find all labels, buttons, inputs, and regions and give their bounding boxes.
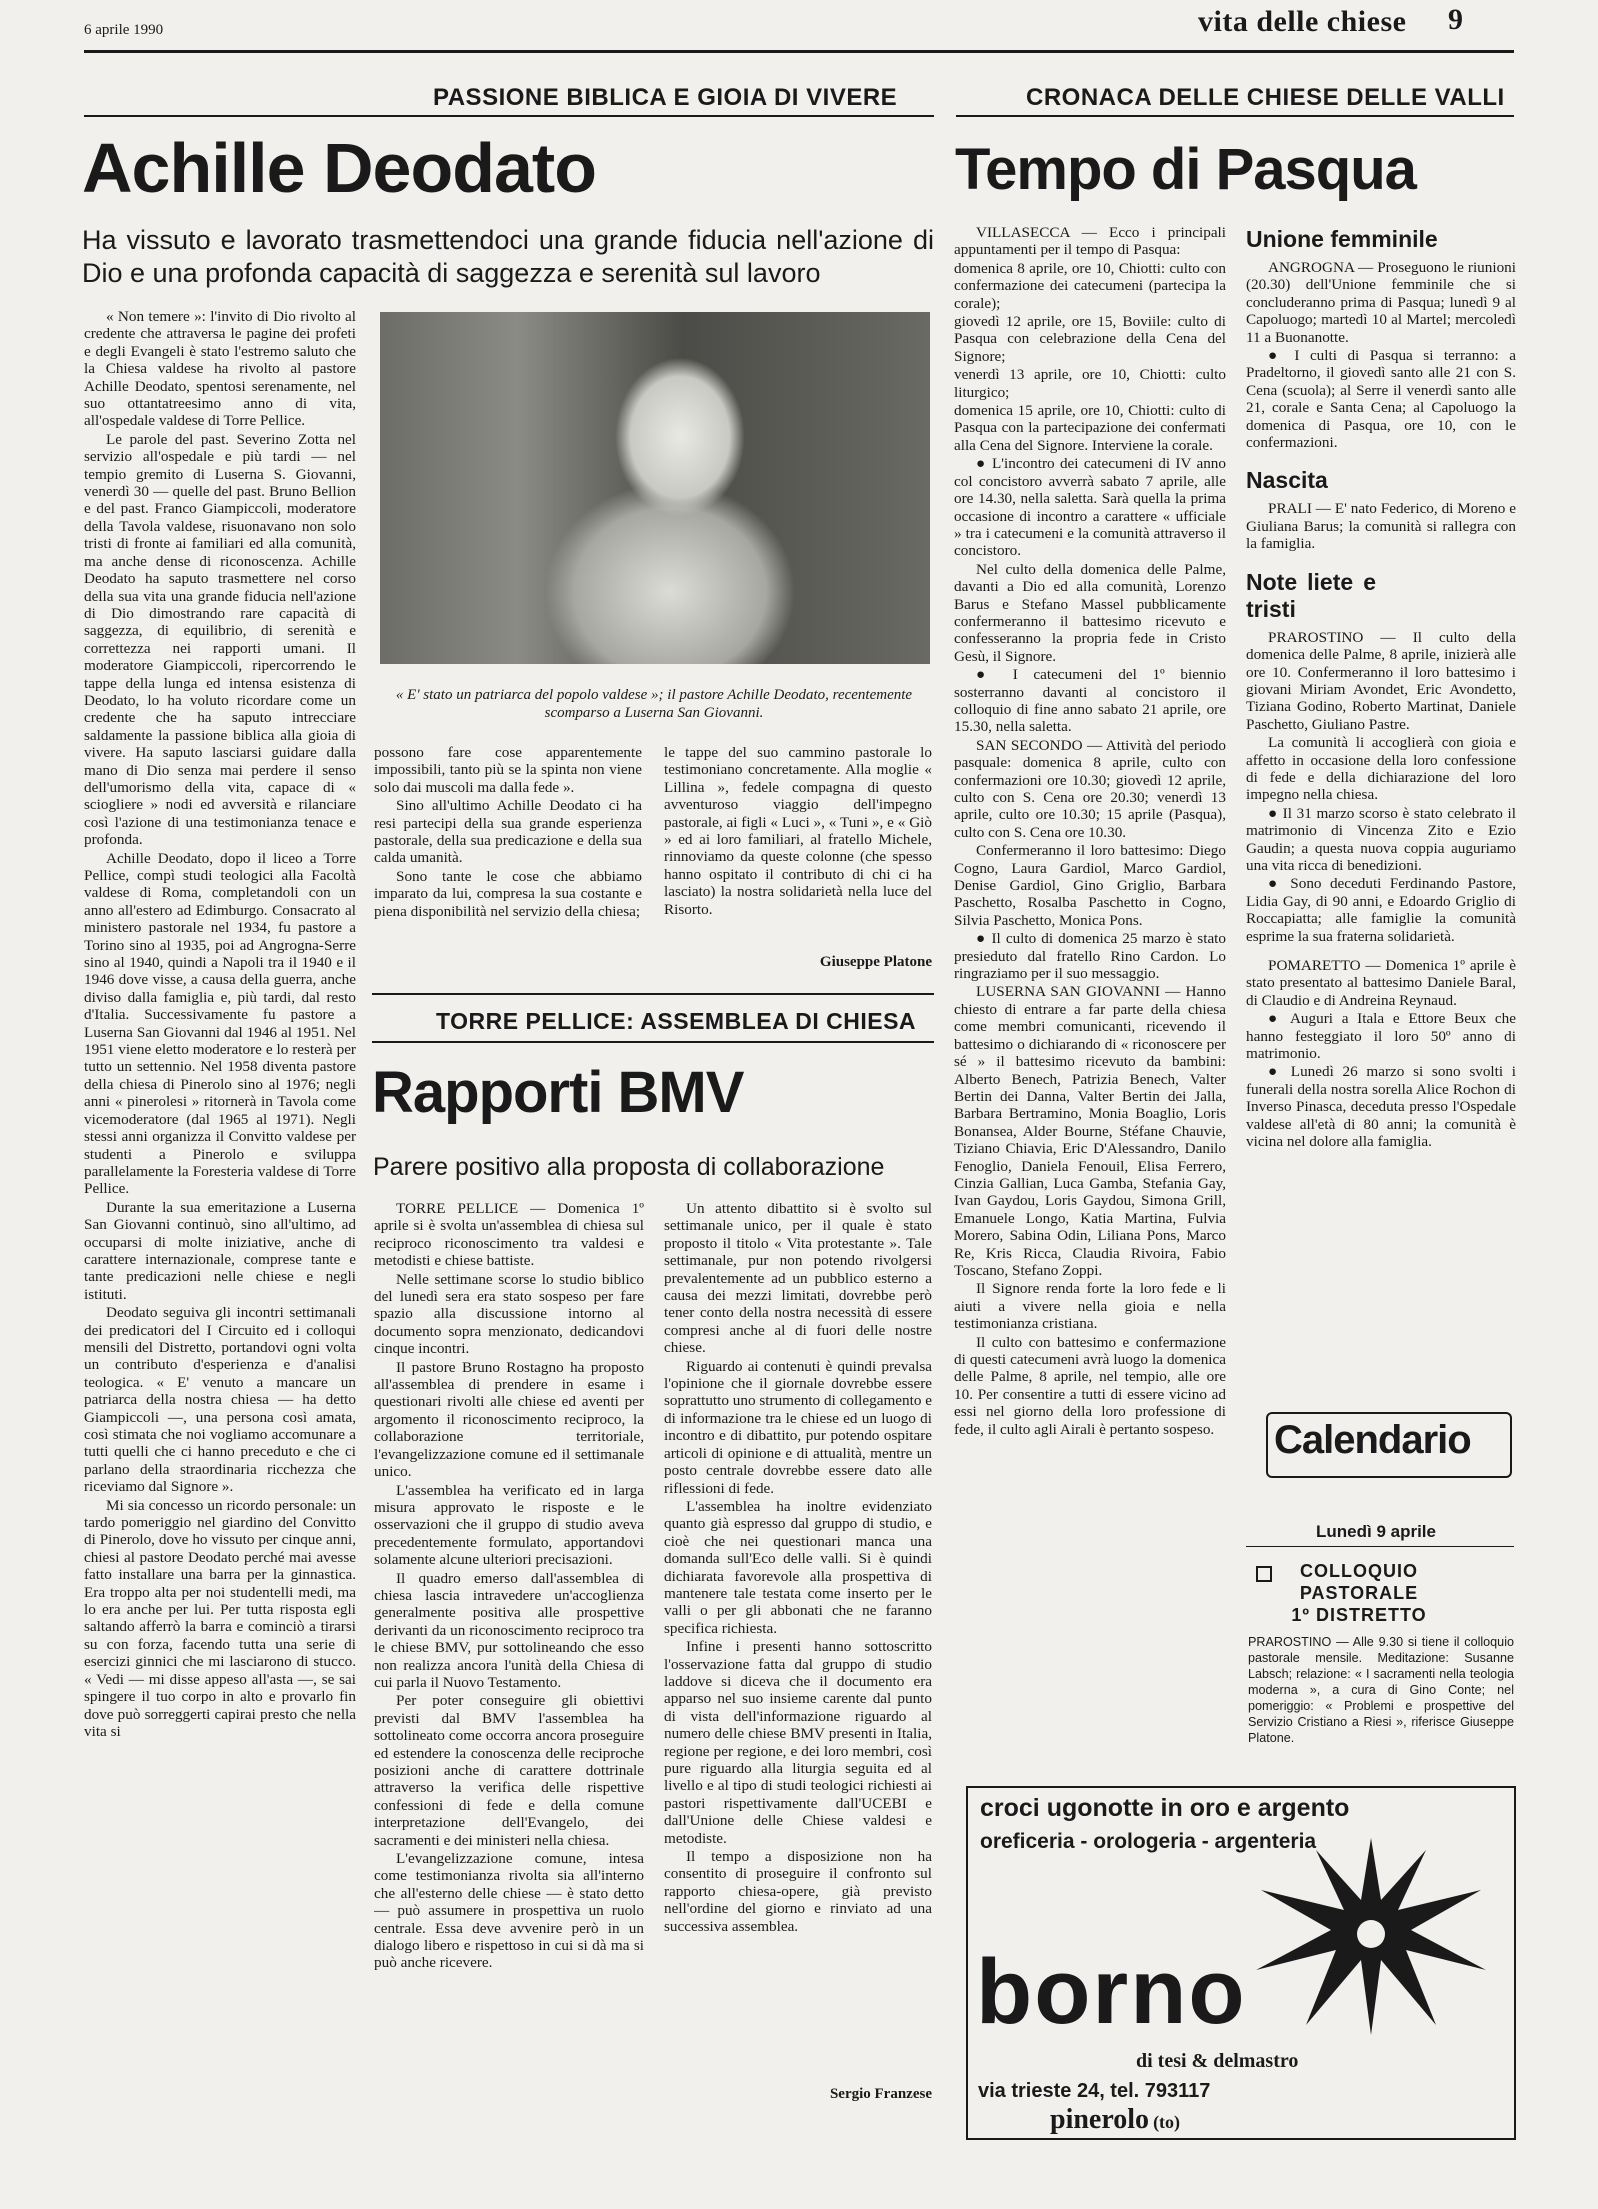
paragraph: Nel culto della domenica delle Palme, davanti a Dio ed alla comunità, Lorenzo Barus e Stefano Massel pubblicamente confermeranno il battesimo ricevuto e confesseranno la propria fede in Cristo Gesù, il Signore.: [954, 560, 1226, 665]
paragraph: Sono tante le cose che abbiamo imparato da lui, compresa la sua costante e piena disponibilità nel servizio della chiesa;: [374, 867, 642, 920]
paragraph: le tappe del suo cammino pastorale lo testimoniano concretamente. Alla moglie « Lillina », fedele compagna di questo avventuroso viaggio dell'impegno pastorale, ai figli « Luci », « Tuni », e « Giò » ed ai loro familiari, al fratello Michele, rinnoviamo da queste colonne (che spesso hanno ospitato il contributo di chi ci ha lasciato) la nostra solidarietà nella luce del Risorto.: [664, 744, 932, 918]
paragraph: L'assemblea ha verificato ed in larga misura approvato le risposte e le osservazioni che il gruppo di studio aveva precedentemente formulato, apportandovi solamente alcune ulteriori precisazioni.: [374, 1481, 644, 1569]
calendario-rule: [1246, 1546, 1514, 1547]
paragraph: venerdì 13 aprile, ore 10, Chiotti: culto liturgico;: [954, 366, 1226, 401]
huguenot-cross-icon: [1246, 1830, 1496, 2040]
deodato-photo: [380, 312, 930, 664]
paragraph: domenica 8 aprile, ore 10, Chiotti: culto con confermazione dei catecumeni (partecipa la corale);: [954, 259, 1226, 312]
paragraph: Riguardo ai contenuti è quindi prevalsa l'opinione che il giornale dovrebbe essere soprattutto uno strumento di collegamento e di informazione tra le chiese ed un luogo di incontro e di dibattito, pur potendo ospitare articoli di opinione e di attualità, mentre un posto centrale dovrebbe essere dato alle riflessioni di fede.: [664, 1357, 932, 1497]
paragraph: SAN SECONDO — Attività del periodo pasquale: domenica 8 aprile, culto con confermazioni ore 10.30; giovedì 12 aprile, culto con S. Cena ore 20.30; venerdì 13 aprile, culto ore 10.30; 15 aprile (Pasqua), culto con S. Cena ore 10.30.: [954, 736, 1226, 841]
section-heading: Unione femminile: [1246, 226, 1438, 252]
event-title-line: 1º DISTRETTO: [1291, 1605, 1427, 1625]
paragraph: Mi sia concesso un ricordo personale: un tardo pomeriggio nel giardino del Convitto di Pinerolo, dove ho vissuto per cinque anni, chiesi al pastore Deodato perché mai avesse fatto installare una barra per la ginnastica. Era troppo alta per noi studentelli medi, ma lo era anche per lui. Per tutta risposta egli saltando afferrò la barra e cominciò a tirarsi su con forza, facendo tutta una serie di esercizi ginnici che mi lasciarono di stucco. « Vedi — mi disse appeso all'asta —, se sai spingere il tuo corpo in alto e provarlo fin dove può sorreggerti capirai presto che nella vita si: [84, 1496, 356, 1740]
paragraph: ● L'incontro dei catecumeni di IV anno col concistoro avverrà sabato 7 aprile, alle ore 14.30, nella saletta. Sarà quella la prima occasione di incontro a carattere « ufficiale » tra i catecumeni e la comunità attraverso il concistoro.: [954, 455, 1226, 560]
advert-line2: oreficeria - orologeria - argenteria: [980, 1830, 1317, 1853]
bmv-col2: [664, 1200, 932, 2060]
event-title-line: PASTORALE: [1299, 1583, 1419, 1603]
paragraph: Deodato seguiva gli incontri settimanali dei predicatori del I Circuito ed i colloqui mensili del Distretto, portandovi ogni volta un contributo d'esperienza e d'analisi teologica. « E' venuto a mancare un patriarca della nostra chiesa — ha detto Giampiccoli —, una persona così amata, così stimata che noi vogliamo accomunare a tutti quelli che ci hanno preceduto e che ci parlano della straordinaria ricchezza che riceviamo dal Signore ».: [84, 1304, 356, 1496]
bmv-kicker-rule: [372, 1041, 934, 1043]
calendario-checkbox: [1256, 1566, 1272, 1582]
left-title: Achille Deodato: [82, 129, 596, 207]
bmv-signature: Sergio Franzese: [829, 2086, 932, 2102]
section-heading: Note liete e tristi: [1246, 568, 1376, 622]
bmv-top-rule: [372, 993, 934, 995]
paragraph: ● I culti di Pasqua si terranno: a Pradeltorno, il giovedì santo alle 21 con S. Cena (scuola); al Serre il venerdì santo alle 21, corale e Santa Cena; al Capoluogo la domenica di Pasqua, ore 10, con le confermazioni.: [1246, 347, 1516, 452]
paragraph: ● Sono deceduti Ferdinando Pastore, Lidia Gay, di 90 anni, e Edoardo Griglio di Roccapiatta; alle famiglie la comunità esprime la sua fraterna solidarietà.: [1246, 875, 1516, 945]
paragraph: Il Signore renda forte la loro fede e li aiuti a vivere nella gioia e nella testimonianza cristiana.: [954, 1280, 1226, 1333]
calendario-event-title: [1284, 1560, 1434, 1626]
right-kicker: CRONACA DELLE CHIESE DELLE VALLI: [1026, 84, 1505, 111]
calendario-date: Lunedì 9 aprile: [1316, 1522, 1436, 1541]
paragraph: Confermeranno il loro battesimo: Diego Cogno, Laura Gardiol, Marco Gardiol, Denise Gardiol, Gino Griglio, Barbara Paschetto, Rosalba Paschetto in Cogno, Silvia Paschetto, Monica Pons.: [954, 842, 1226, 929]
paragraph: Il pastore Bruno Rostagno ha proposto all'assemblea di prendere in esame i questionari rivolti alle chiese ed aventi per argomento il riconoscimento reciproco, la collaborazione territoriale, l'evangelizzazione comune ed il settimanale unico.: [374, 1358, 644, 1481]
paragraph: Achille Deodato, dopo il liceo a Torre Pellice, compì studi teologici alla Facoltà valdese di Roma, completandoli con un anno all'estero ad Edimburgo. Consacrato al ministero pastorale nel 1934, fu pastore a Torino sino al 1935, poi ad Angrogna-Serre sino al 1940, quindi a Napoli tra il 1940 e il 1946 dove visse, a causa della guerra, anche diviso dalla famiglia e, più tardi, dal resto d'Italia. Successivamente fu pastore a Luserna San Giovanni dal 1946 al 1951. Nel 1951 viene eletto moderatore e lo resterà per tutto un settennio. Nel 1958 diventa pastore della chiesa di Pinerolo sino al 1976; negli anni « pinerolesi » ritornerà in Tavola come vicemoderatore (dal 1965 al 1971). Negli stessi anni organizza il Convitto valdese per studenti a Pinerolo e sviluppa parallelamente la Foresteria valdese di Torre Pellice.: [84, 849, 356, 1198]
left-signature: Giuseppe Platone: [819, 954, 932, 970]
left-article-col1: [84, 308, 356, 2060]
paragraph: ● I catecumeni del 1º biennio sosterranno davanti al concistoro il colloquio di fine anno sabato 21 aprile, ore 15.30, nella saletta.: [954, 666, 1226, 736]
paragraph: L'evangelizzazione comune, intesa come testimonianza rivolta sia all'interno che all'esterno delle chiese — è stato detto — può assumere in prospettiva un ruolo centrale. Essa deve avvenire però in un dialogo libero e rispettoso in cui si dà ma si può anche ricevere.: [374, 1850, 644, 1972]
paragraph: Il quadro emerso dall'assemblea di chiesa lascia intravedere un'accoglienza generalmente positiva alle prospettive derivanti da un riconoscimento reciproco tra le chiese BMV, pur sottolineando che esso non realizza ancora l'unità della Chiesa di cui parla il Nuovo Testamento.: [374, 1569, 644, 1691]
paragraph: Il tempo a disposizione non ha consentito di proseguire il confronto sul rapporto chiesa-opere, già previsto nell'ordine del giorno e rinviato ad una successiva assemblea.: [664, 1848, 932, 1935]
paragraph: PRAROSTINO — Il culto della domenica delle Palme, 8 aprile, inizierà alle ore 10. Confermeranno il loro battesimo i giovani Miriam Avondet, Eric Avondetto, Tiziana Godino, Roberto Martinat, Daniele Paschetto, Giuliano Pastre.: [1246, 628, 1516, 733]
left-kicker: PASSIONE BIBLICA E GIOIA DI VIVERE: [433, 84, 898, 111]
right-col2: [1246, 226, 1516, 1406]
calendario-title: Calendario: [1274, 1418, 1471, 1462]
bmv-col1: [374, 1200, 644, 2066]
paragraph: Un attento dibattito si è svolto sul settimanale unico, per il quale è stato proposto il titolo « Vita protestante ». Tale settimanale, pur non potendo rivolgersi prevalentemente ad un pubblico esterno a causa dei mezzi limitati, dovrebbe però tener conto della nostra necessità di essere compresi anche al di fuori delle nostre chiese.: [664, 1200, 932, 1357]
left-article-col3: [664, 744, 932, 954]
paragraph: VILLASECCA — Ecco i principali appuntamenti per il tempo di Pasqua:: [954, 224, 1226, 259]
advert-address: via trieste 24, tel. 793117: [978, 2080, 1211, 2102]
bmv-subtitle: Parere positivo alla proposta di collaborazione: [373, 1153, 885, 1181]
paragraph: Infine i presenti hanno sottoscritto l'osservazione fatta dal gruppo di studio laddove si diceva che il documento era apparso nel suo insieme carente dal punto di vista dell'informazione riguardo al numero delle chiese BMV presenti in Italia, regione per regione, e dei loro membri, così pure riguardo alla liturgia seguita ed al livello e al tipo di studi teologici richiesti ai pastori rispettivamente dall'UCEBI e dall'Unione delle Chiese valdesi e metodiste.: [664, 1638, 932, 1847]
paragraph: ● Auguri a Itala e Ettore Beux che hanno festeggiato il loro 50º anno di matrimonio.: [1246, 1010, 1516, 1063]
paragraph: Il culto con battesimo e confermazione di questi catecumeni avrà luogo la domenica delle Palme, 8 aprile, nel tempio, alle ore 10. Per consentire a tutti di essere vicino ad essi nel giorno della loro professione di fede, il culto agli Airali è pertanto sospeso.: [954, 1333, 1226, 1438]
header-rule: [84, 50, 1514, 53]
paragraph: Durante la sua emeritazione a Luserna San Giovanni continuò, sino all'ultimo, ad occuparsi di molte iniziative, anche di carattere internazionale, comprese tante e tante predicazioni nelle chiese e negli istituti.: [84, 1198, 356, 1303]
paragraph: L'assemblea ha inoltre evidenziato quanto già espresso dal gruppo di studio, e cioè che nei questionari manca una domanda sull'Eco delle valli. Si è quindi dichiarata favorevole alla prospettiva di mantenere tale testata come inserto per le valli o per gli abbonati che ne faranno specifica richiesta.: [664, 1497, 932, 1637]
advert-brand: borno: [976, 1941, 1247, 2043]
left-article-col2: [374, 744, 642, 976]
left-kicker-rule: [84, 115, 934, 117]
right-kicker-rule: [956, 115, 1514, 117]
paragraph: ● Lunedì 26 marzo si sono svolti i funerali della nostra sorella Alice Rochon di Inverso Pinasca, deceduta presso l'Ospedale valdese all'età di 80 anni; la comunità è vicina nel dolore alla famiglia.: [1246, 1063, 1516, 1151]
advert-city-name: pinerolo: [1050, 2104, 1150, 2135]
page-date: 6 aprile 1990: [84, 22, 164, 38]
right-col1: [954, 224, 1226, 1772]
paragraph: ● Il culto di domenica 25 marzo è stato presieduto dal fratello Rino Cardon. Lo ringraziamo per il suo messaggio.: [954, 930, 1226, 983]
paragraph: La comunità li accoglierà con gioia e affetto in occasione della loro confessione di fede e della dichiarazione del loro impegno nella chiesa.: [1246, 734, 1516, 804]
paragraph: PRALI — E' nato Federico, di Moreno e Giuliana Barus; la comunità si rallegra con la famiglia.: [1246, 500, 1516, 553]
paragraph: ● Il 31 marzo scorso è stato celebrato il matrimonio di Vincenza Zito e Ezio Gaudin; a questa nuova coppia auguriamo una vita ricca di benedizioni.: [1246, 804, 1516, 874]
paragraph: « Non temere »: l'invito di Dio rivolto al credente che attraversa le pagine dei profeti e degli Evangeli è stato l'estremo saluto che la Chiesa valdese ha rivolto al pastore Achille Deodato, spentosi serenamente, nel suo ottantatreesimo anno di vita, all'ospedale valdese di Torre Pellice.: [84, 308, 356, 430]
calendario-event-text: PRAROSTINO — Alle 9.30 si tiene il colloquio pastorale mensile. Meditazione: Susanne Labsch; relazione: « I sacramenti nella teologia moderna », a cura di Gino Conte; nel pomeriggio: « Problemi e prospettive del Servizio Cristiano a Riesi », riferisce Giuseppe Platone.: [1248, 1635, 1514, 1745]
section-title: vita delle chiese: [1198, 5, 1407, 38]
bmv-title: Rapporti BMV: [372, 1060, 744, 1125]
paragraph: giovedì 12 aprile, ore 15, Boviile: culto di Pasqua con celebrazione della Cena del Signore;: [954, 313, 1226, 365]
advert-city: [1050, 2104, 1180, 2136]
section-heading: Nascita: [1246, 467, 1328, 494]
paragraph: Per poter conseguire gli obiettivi previsti dal BMV l'assemblea ha sottolineato come occorra ancora proseguire ed estendere la conoscenza delle reciproche posizioni anche di carattere dottrinale attraverso la verifica delle rispettive confessioni di fede e della comune interpretazione dell'Evangelo, dei sacramenti e dei ministeri nella chiesa.: [374, 1692, 644, 1849]
bmv-kicker: TORRE PELLICE: ASSEMBLEA DI CHIESA: [436, 1008, 917, 1034]
paragraph: domenica 15 aprile, ore 10, Chiotti: culto di Pasqua con la partecipazione dei confermati alla Cena del Signore. Interviene la corale.: [954, 402, 1226, 454]
paragraph: Nelle settimane scorse lo studio biblico del lunedì sera era stato sospeso per fare spazio alla discussione intorno al documento sopra menzionato, dedicandovi cinque incontri.: [374, 1270, 644, 1358]
photo-caption: « E' stato un patriarca del popolo valdese »; il pastore Achille Deodato, recentemente scomparso a Luserna San Giovanni.: [395, 687, 913, 721]
paragraph: Sino all'ultimo Achille Deodato ci ha resi partecipi della sua grande esperienza pastorale, della sua predicazione e della sua calda umanità.: [374, 797, 642, 867]
event-title-line: COLLOQUIO: [1300, 1561, 1418, 1581]
paragraph: ANGROGNA — Proseguono le riunioni (20.30) dell'Unione femminile che si concluderanno prima di Pasqua; lunedì 9 al Capoluogo; martedì 10 al Martel; mercoledì 11 a Buonanotte.: [1246, 259, 1516, 346]
paragraph: POMARETTO — Domenica 1º aprile è stato presentato al battesimo Daniele Baral, di Claudio e di Andreina Reynaud.: [1246, 957, 1516, 1009]
left-subtitle: Ha vissuto e lavorato trasmettendoci una grande fiducia nell'azione di Dio e una profonda capacità di saggezza e serenità sul lavoro: [82, 225, 934, 288]
paragraph: possono fare cose apparentemente impossibili, tanto più se la spinta non viene solo dai muscoli ma dalla fede ».: [374, 744, 642, 796]
advert-province: (to): [1153, 2112, 1181, 2132]
advert-line1: croci ugonotte in oro e argento: [980, 1794, 1350, 1822]
paragraph: LUSERNA SAN GIOVANNI — Hanno chiesto di entrare a far parte della chiesa come membri comunicanti, ricevendo il battesimo o dichiarando di « riconoscere per sé » il battesimo ricevuto da bambini: Alberto Benech, Patrizia Benech, Valter Bertin dei Danna, Valter Bertin dei Jalla, Barbara Bertramino, Monia Boaglio, Loris Bonansea, Alder Bourne, Stéfane Chauvie, Tiziano Chiavia, Eric D'Alessandro, Danilo Fenoglio, Daniela Fenouil, Elisa Ferrero, Cinzia Gallian, Luca Gamba, Stefania Gay, Ivan Gaydou, Loris Gaydou, Simona Grill, Emanuele Longo, Katia Martina, Fulvia Morero, Sabina Odin, Liliana Pons, Marco Re, Kris Ricca, Claudia Rivoira, Fabio Toscano, Stefano Zoppi.: [954, 983, 1226, 1279]
page-number: 9: [1448, 3, 1463, 36]
paragraph: TORRE PELLICE — Domenica 1º aprile si è svolta un'assemblea di chiesa sul reciproco riconoscimento tra valdesi e metodisti e chiese battiste.: [374, 1200, 644, 1270]
advert-owners: di tesi & delmastro: [1136, 2050, 1299, 2072]
paragraph: Le parole del past. Severino Zotta nel servizio all'ospedale e più tardi — nel tempio gremito di Luserna S. Giovanni, venerdì 30 — quelle del past. Bruno Bellion e del past. Franco Giampiccoli, moderatore della Tavola valdese, risuonavano non solo tristi di fronte ai familiari ed alla comunità, ma anche dense di riconoscenza. Achille Deodato ha saputo trasmettere nel corso della sua vita una grande fiducia nell'azione di Dio dimostrando rare capacità di saggezza, di equilibrio, di serenità e correttezza nei rapporti umani. Il moderatore Giampiccoli, ripercorrendo le tappe della lunga ed intensa esistenza di Deodato, lo ha voluto ricordare come un credente che ha saputo intrecciare saldamente la passione biblica alla gioia di vivere. Ha saputo lasciarsi guidare dalla mano di Dio senza mai perdere il senso dell'umorismo della vita, capace di « sciogliere » nodi ed avversità e rilanciare così l'azione di una testimonianza tenace e profonda.: [84, 430, 356, 849]
right-title: Tempo di Pasqua: [955, 137, 1416, 202]
